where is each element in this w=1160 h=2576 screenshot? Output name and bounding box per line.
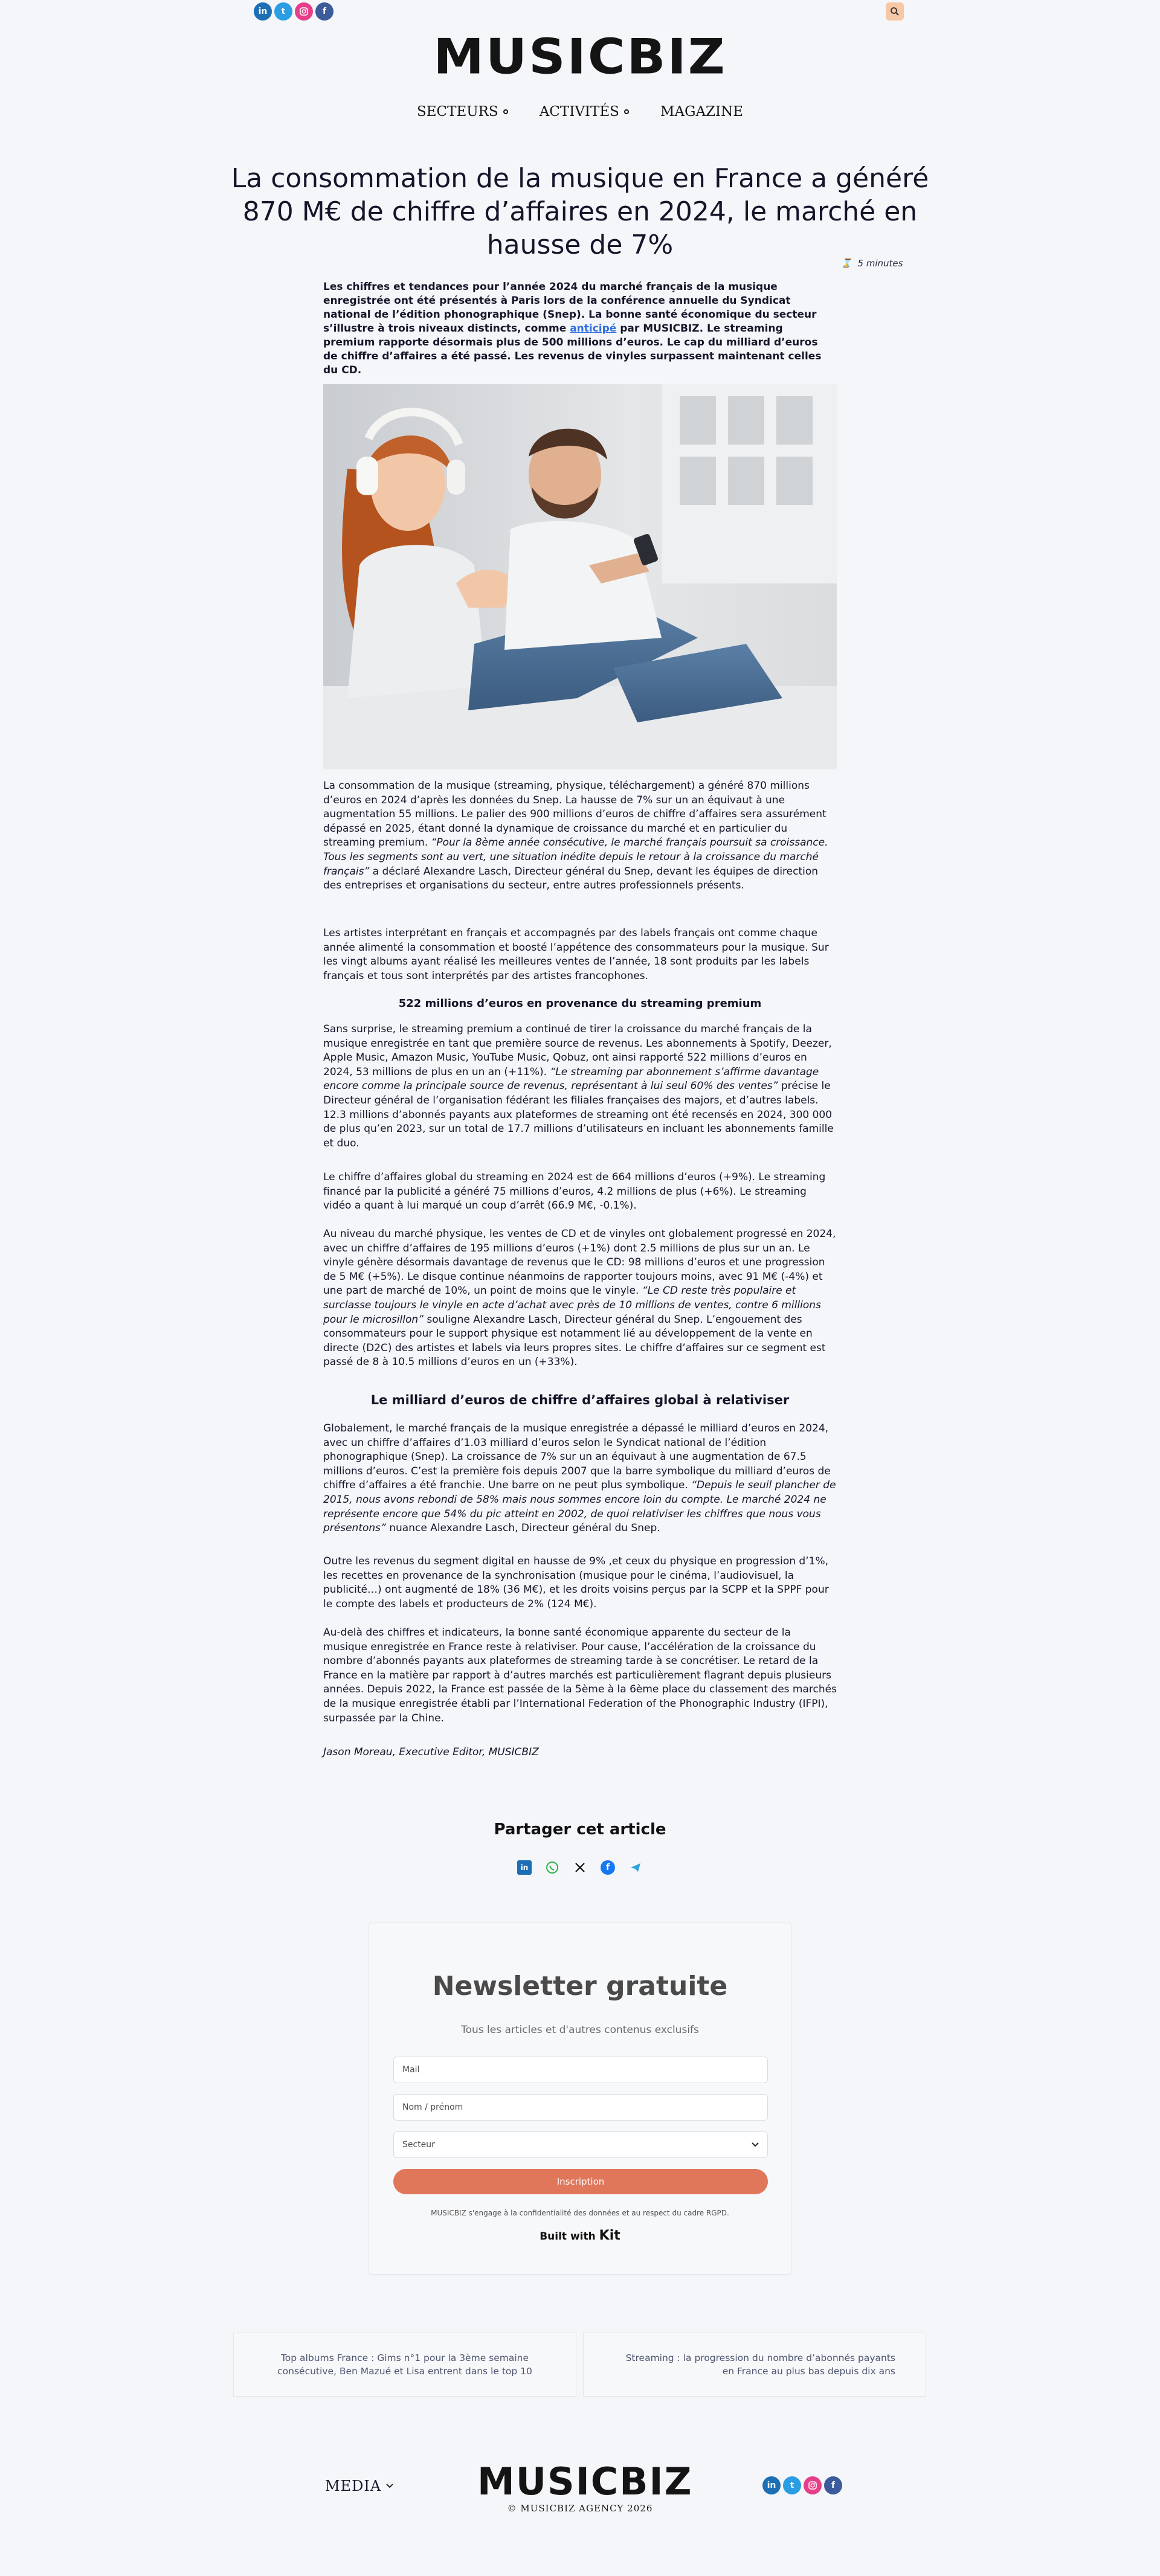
top-bar — [0, 0, 1160, 24]
hourglass-icon: ⌛ — [841, 259, 852, 268]
share-buttons — [0, 1860, 1160, 1875]
built-with-kit[interactable]: Built with Kit — [540, 2228, 620, 2243]
article-title: La consommation de la musique en France a généré 870 M€ de chiffre d’affaires en 2024, le marché en hausse de 7% — [231, 163, 929, 260]
newsletter-form — [369, 1922, 791, 2275]
dropdown-dot-icon — [624, 109, 629, 114]
header-social-links — [254, 2, 334, 21]
hero-image — [323, 384, 837, 769]
share-facebook-icon[interactable]: f — [601, 1860, 615, 1875]
article-paragraph: Sans surprise, le streaming premium a continué de tirer la croissance du marché français de la musique enregistrée en tant que première source de revenus. Les abonnements à Spotify, Deezer, Apple Music, Amazon Music, YouTube Music, Qobuz, ont ainsi rapporté 522 millions d’euros en 2024, 53 millions de plus en un an (+11%). “Le streaming par abonnement s’affirme davantage encore comme la principale source de revenus, représentant à lui seul 60% des ventes” précise le Directeur général de l’organisation fédérant les filiales françaises des majors, et d’autres labels. 12.3 millions d’abonnés payants aux plateformes de streaming ont été recensés en 2024, 300 000 de plus qu’en 2023, sur un total de 17.7 millions d’utilisateurs en incluant les abonnements famille et duo. — [323, 1023, 834, 1149]
share-telegram-icon[interactable] — [628, 1860, 643, 1875]
twitter-icon[interactable]: t — [274, 2, 292, 21]
share-x-icon[interactable] — [573, 1860, 587, 1875]
newsletter-legal: MUSICBIZ s'engage à la confidentialité des données et au respect du cadre RGPD. — [431, 2209, 729, 2217]
facebook-icon[interactable]: f — [315, 2, 334, 21]
name-input[interactable]: Nom / prénom — [393, 2094, 768, 2121]
subscribe-button[interactable]: Inscription — [393, 2169, 768, 2194]
main-nav — [0, 104, 1160, 120]
footer-social-links — [762, 2476, 842, 2494]
article-paragraph: Outre les revenus du segment digital en hausse de 9% ,et ceux du physique en progression d’1%, les recettes en provenance de la synchronisation (musique pour le cinéma, l’audiovisuel, la publicité…) ont augmenté de 18% (36 M€), et les droits voisins perçus par la SCPP et la SPPF pour le compte des labels et producteurs de 2% (124 M€). — [323, 1555, 829, 1610]
article-signature: Jason Moreau, Executive Editor, MUSICBIZ — [323, 1746, 539, 1758]
site-logo[interactable]: MUSICBIZ — [433, 28, 727, 85]
related-article-next[interactable]: Streaming : la progression du nombre d’abonnés payants en France au plus bas depuis dix ans — [583, 2333, 926, 2397]
read-time: ⌛ 5 minutes — [841, 258, 903, 269]
footer-media-menu[interactable]: MEDIA — [325, 2478, 393, 2494]
article-paragraph: Globalement, le marché français de la musique enregistrée a dépassé le milliard d’euros en 2024, avec un chiffre d’affaires d’1.03 milliard d’euros selon le Syndicat national de l’édition phonographique (Snep). La croissance de 7% sur un an équivaut à une augmentation de 67.5 millions d’euros. C’est la première fois depuis 2007 que la barre symbolique du milliard d’euros de chiffre d’affaires a été franchie. Une barre on ne peut plus symbolique. “Depuis le seuil plancher de 2015, nous avons rebondi de 58% mais nous sommes encore loin du compte. Le marché 2024 ne représente encore que 54% du pic atteint en 2002, de quoi relativiser les chiffres que nous vous présentons” nuance Alexandre Lasch, Directeur général du Snep. — [323, 1422, 836, 1535]
instagram-icon[interactable] — [804, 2476, 822, 2494]
article-lead: Les chiffres et tendances pour l’année 2024 du marché français de la musique enregistrée ont été présentés à Paris lors de la conférence annuelle du Syndicat national de l’édition phonographique (Snep). La bonne santé économique du secteur s’illustre à trois niveaux distincts, comme anticipé par MUSICBIZ. Le streaming premium rapporte désormais plus de 500 millions d’euros. Le cap du milliard d’euros de chiffre d’affaires a été passé. Les revenus de vinyles surpassent maintenant celles du CD. — [323, 281, 822, 376]
share-linkedin-icon[interactable]: in — [517, 1860, 532, 1875]
footer-copyright: © MUSICBIZ AGENCY 2026 — [507, 2503, 653, 2514]
linkedin-icon[interactable]: in — [762, 2476, 781, 2494]
article-subheading: Le milliard d’euros de chiffre d’affaires global à relativiser — [370, 1393, 790, 1407]
article-paragraph: Les artistes interprétant en français et accompagnés par des labels français ont comme chaque année alimenté la consommation et boosté l’appétence des consommateurs pour la musique. Sur les vingt albums ayant réalisé les meilleures ventes de l’année, 18 sont produits par les labels français et tous sont interprétés par des artistes francophones. — [323, 927, 829, 982]
share-title: Partager cet article — [494, 1820, 666, 1839]
article-paragraph: Le chiffre d’affaires global du streaming en 2024 est de 664 millions d’euros (+9%). Le streaming financé par la publicité a généré 75 millions d’euros, 4.2 millions de plus (+6%). Le streaming vidéo a quant à lui marqué un coup d’arrêt (66.9 M€, -0.1%). — [323, 1171, 826, 1212]
chevron-down-icon — [752, 2142, 759, 2147]
chevron-down-icon — [386, 2484, 393, 2488]
sector-select[interactable]: Secteur — [393, 2131, 768, 2158]
newsletter-subtitle: Tous les articles et d'autres contenus exclusifs — [461, 2024, 699, 2036]
nav-item-secteurs[interactable]: SECTEURS — [417, 104, 508, 120]
share-whatsapp-icon[interactable] — [545, 1860, 559, 1875]
newsletter-title: Newsletter gratuite — [432, 1971, 728, 2002]
article-paragraph: Au niveau du marché physique, les ventes de CD et de vinyles ont globalement progressé en 2024, avec un chiffre d’affaires de 195 millions d’euros (+1%) dont 2.5 millions de plus sur un an. Le vinyle génère désormais davantage de revenus que le CD: 98 millions d’euros et une progression de 5 M€ (+5%). Le disque continue néanmoins de rapporter toujours moins, avec 91 M€ (-4%) et une part de marché de 10%, un point de moins que le vinyle. “Le CD reste très populaire et surclasse toujours le vinyle en acte d’achat avec près de 10 millions de ventes, contre 6 millions pour le microsillon” souligne Alexandre Lasch, Directeur général du Snep. L’engouement des consommateurs pour le support physique est notamment lié au développement de la vente en directe (D2C) des artistes et labels via leurs propres sites. Le chiffre d’affaires sur ce segment est passé de 8 à 10.5 millions d’euros en un (+33%). — [323, 1228, 836, 1369]
footer-logo[interactable]: MUSICBIZ — [477, 2459, 693, 2504]
article-subheading: 522 millions d’euros en provenance du streaming premium — [398, 997, 762, 1010]
related-article-prev[interactable]: Top albums France : Gims n°1 pour la 3ème semaine consécutive, Ben Mazué et Lisa entrent dans le top 10 — [233, 2333, 576, 2397]
search-icon — [890, 7, 900, 16]
dropdown-dot-icon — [503, 109, 508, 114]
facebook-icon[interactable]: f — [824, 2476, 842, 2494]
article-paragraph: La consommation de la musique (streaming, physique, téléchargement) a généré 870 millions d’euros en 2024 d’après les données du Snep. La hausse de 7% sur un an équivaut à une augmentation 55 millions. Le palier des 900 millions d’euros de chiffre d’affaires sera assurément dépassé en 2025, étant donné la dynamique de croissance du marché et en particulier du streaming premium. “Pour la 8ème année consécutive, le marché français poursuit sa croissance. Tous les segments sont au vert, une situation inédite depuis le retour à la croissance du marché français” a déclaré Alexandre Lasch, Directeur général du Snep, devant les équipes de direction des entreprises et organisations du secteur, entre autres professionnels présents. — [323, 780, 828, 892]
lead-link-anticipe[interactable]: anticipé — [570, 323, 617, 335]
twitter-icon[interactable]: t — [783, 2476, 801, 2494]
mail-input[interactable]: Mail — [393, 2057, 768, 2083]
instagram-icon[interactable] — [295, 2, 313, 21]
linkedin-icon[interactable]: in — [254, 2, 272, 21]
nav-item-activites[interactable]: ACTIVITÉS — [540, 104, 629, 120]
article-paragraph: Au-delà des chiffres et indicateurs, la bonne santé économique apparente du secteur de la musique enregistrée en France reste à relativiser. Pour cause, l’accélération de la croissance du nombre d’abonnés payants aux plateformes de streaming tarde à se concrétiser. Le retard de la France en la matière par rapport à d’autres marchés est particulièrement flagrant depuis plusieurs années. Depuis 2022, la France est passée de la 5ème à la 6ème place du classement des marchés de la musique enregistrée établi par l’International Federation of the Phonographic Industry (IFPI), surpassée par la Chine. — [323, 1627, 837, 1724]
search-button[interactable] — [886, 2, 904, 21]
nav-item-magazine[interactable]: MAGAZINE — [660, 104, 744, 120]
